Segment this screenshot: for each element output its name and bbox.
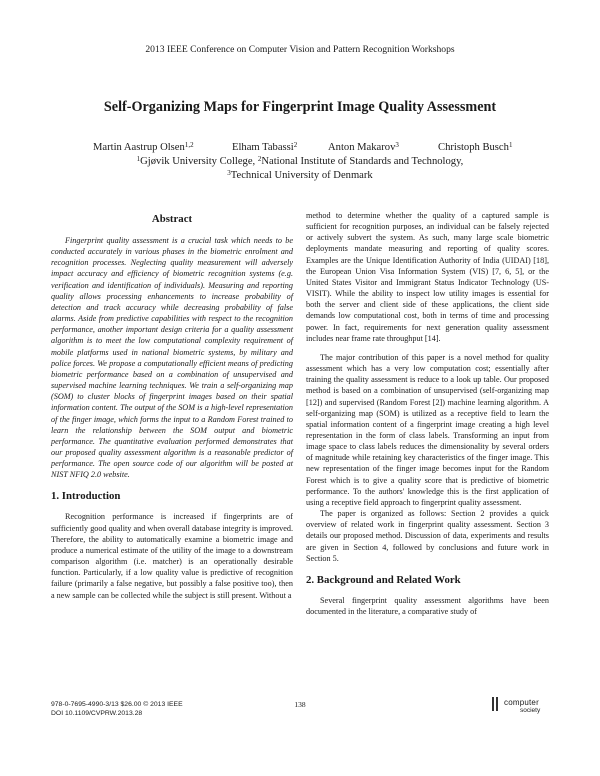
abstract-text: Fingerprint quality assessment is a crucial task which needs to be conducted accurately in various phases in the biometric enrolment and recognition processes. Neglecting quality measurement will adversely impact accuracy and efficiency of biometric recognition systems (e.g. verification and identification of individuals). Measuring and reporting quality allows processing enhancements to increase probability of detection and track accuracy while decreasing probability of false alarms. Aside from predictive capabilities with respect to the recognition performance, another important design criteria for a quality assessment algorithm is to meet the low computational complexity requirement of mobile platforms used in national biometric systems, by military and police forces. We propose a computationally efficient means of predicting biometric performance based on a combination of unsupervised and supervised machine learning techniques. We train a self-organizing map (SOM) to cluster blocks of fingerprint images based on their spatial information content. The output of the SOM is a high-level representation of the finger image, which forms the input to a Random Forest trained to learn the relationship between the SOM output and biometric performance. The quantitative evaluation performed demonstrates that our proposed quality assessment algorithm is a reasonable predictor of performance. The open source code of our algorithm will be posted at NIST NFIQ 2.0 website. xyxy=(51,236,293,480)
author-tabassi: Elham Tabassi$^2$ xyxy=(232,141,298,153)
left-column xyxy=(51,210,293,601)
doi-line: DOI 10.1109/CVPRW.2013.28 xyxy=(51,710,143,717)
organization-paragraph: The paper is organized as follows: Section 2 provides a quick overview of related work in fingerprint quality assessment. Section 3 details our proposed method. Discussion of data, experiments and results are given in Section 4, followed by conclusions and future work in Section 5. xyxy=(306,509,549,563)
author-olsen: Martin Aastrup Olsen$^{1,2}$ xyxy=(93,141,194,153)
background-paragraph: Several fingerprint quality assessment algorithms have been documented in the literature, a comparative study of xyxy=(306,595,549,616)
author-list xyxy=(0,142,600,156)
isbn-line: 978-0-7695-4990-3/13 $26.00 © 2013 IEEE xyxy=(51,701,183,708)
affiliation-line-2: $^3$Technical University of Denmark xyxy=(227,169,373,181)
background-heading: 2. Background and Related Work xyxy=(306,573,461,586)
affiliation-line-1: $^1$Gjøvik University College, $^2$National Institute of Standards and Technology, xyxy=(136,155,464,167)
contribution-paragraph: The major contribution of this paper is a novel method for quality assessment which has a very low computation cost; essentially after training the quality assessment is reduce to a look up table. Our proposed method is based on a combination of unsupervised (self-organizing map [12]) and supervised (Random Forest [2]) machine learning algorithm. A self-organizing map (SOM) is utilized as a receptive field to learn the spatial information content of a fingerprint image creating a high level representation in the form of class labels. Transforming an input from image space to class labels reduces the dimensionality by several orders of magnitude while retaining key characteristics of the finger image. This new representation of the finger image becomes input for the Random Forest which is to give a quality score that is predictive of biometric performance. To the authors' knowledge this is the first application of using a receptive field approach to fingerprint quality assessment. xyxy=(306,352,549,507)
introduction-heading: 1. Introduction xyxy=(51,490,121,503)
introduction-paragraph: Recognition performance is increased if fingerprints are of sufficiently good quality and when overall database integrity is improved. Therefore, the ability to automatically examine a biometric image and produce a numerical estimate of the utility of the image to a downstream comparison algorithm (i.e. matcher) is an operationally desirable function. Particularly, if a low quality value is predictive of recognition failure (primarily a false negative, but possibly a false positive too), then a new sample can be collected while the subject is still present. Without a xyxy=(51,512,293,600)
right-column xyxy=(306,210,549,617)
logo-text-computer: computer xyxy=(504,698,539,707)
conference-header: 2013 IEEE Conference on Computer Vision and Pattern Recognition Workshops xyxy=(145,44,455,55)
computer-society-logo-icon xyxy=(490,695,504,715)
abstract-heading: Abstract xyxy=(151,213,193,225)
logo-text-society: society xyxy=(520,707,541,714)
author-busch: Christoph Busch$^1$ xyxy=(438,141,513,153)
computer-society-logo xyxy=(490,695,552,723)
intro-paragraph-continued: method to determine whether the quality of a captured sample is sufficient for recognition purposes, an individual can be falsely rejected or actively subvert the system. As such, many large scale biometric deployments mandate measuring and reporting of quality scores. Examples are the Unique Identification Authority of India (UIDAI) [18], the European Union Visa Information System (VIS) [7, 6, 5], or the United States Visitor and Immigrant Status Indicator Technology (US-VISIT). While the ability to inspect low utility images is essential for both the server and client side of these applications, the client side demands low computational cost, both in terms of time and processing power. In fact, requirements for next generation quality assessment includes near frame rate throughput [14]. xyxy=(306,211,549,343)
page-number: 138 xyxy=(294,700,306,709)
author-makarov: Anton Makarov$^3$ xyxy=(328,141,399,153)
paper-title: Self-Organizing Maps for Fingerprint Image Quality Assessment xyxy=(103,99,497,115)
